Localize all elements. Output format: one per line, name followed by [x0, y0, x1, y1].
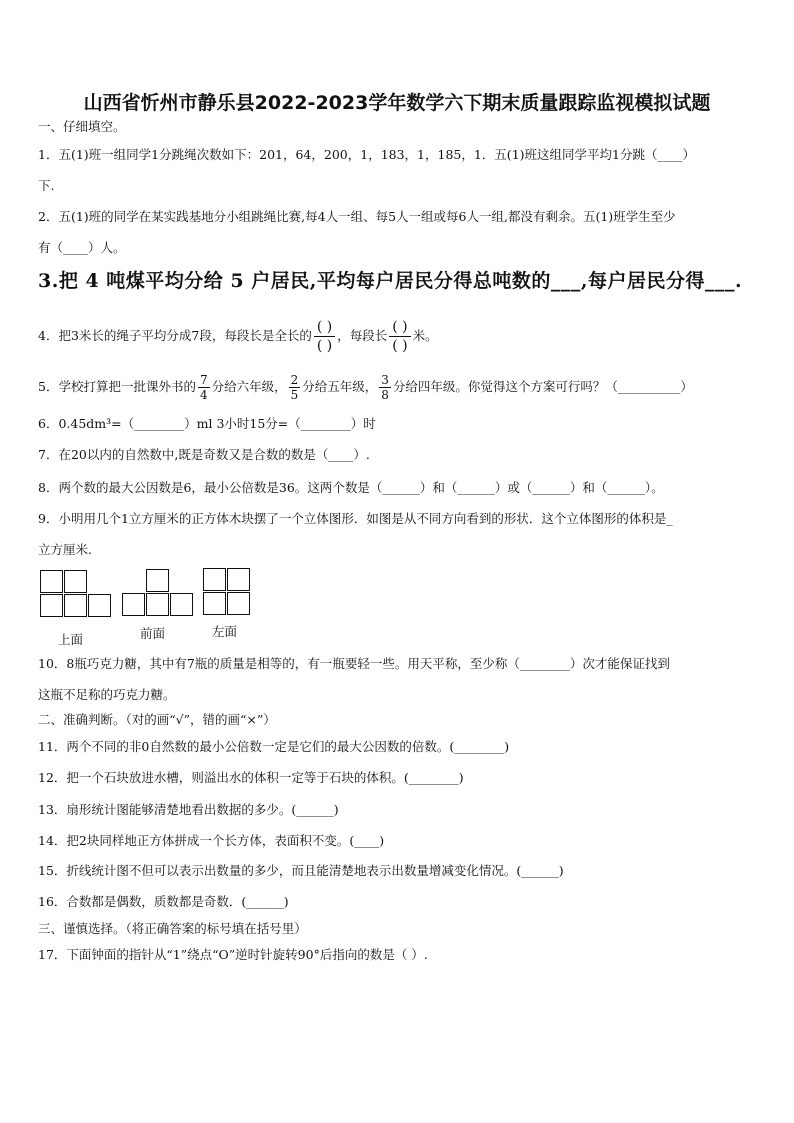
cube-cell	[203, 592, 226, 615]
fraction-numerator: ( )	[314, 318, 335, 337]
question-8: 8．两个数的最大公因数是6，最小公倍数是36。这两个数是（______）和（______）或（______）和（______）。	[38, 480, 664, 495]
fraction-denominator: 5	[290, 388, 299, 402]
question-5-text-c: 分给五年级，	[302, 379, 378, 394]
cube-cell	[170, 593, 193, 616]
fraction-numerator: 2	[290, 373, 299, 387]
cube-cell	[64, 570, 87, 593]
cube-cell	[122, 593, 145, 616]
cube-cell	[203, 568, 226, 591]
cube-cell	[227, 592, 250, 615]
question-7: 7．在20以内的自然数中,既是奇数又是合数的数是（____）.	[38, 447, 370, 462]
question-4-text-a: 4．把3米长的绳子平均分成7段，每段长是全长的	[38, 328, 312, 343]
fraction-denominator: 4	[199, 388, 208, 402]
cube-cell	[64, 594, 87, 617]
question-6: 6．0.45dm³=（________）ml 3小时15分=（________）时	[38, 416, 376, 431]
question-2-line2: 有（____）人。	[38, 240, 126, 255]
question-14: 14．把2块同样地正方体拼成一个长方体，表面积不变。(____)	[38, 833, 385, 848]
question-5-fraction-2	[289, 373, 301, 402]
question-5-fraction-3	[379, 373, 391, 402]
fraction-numerator: 3	[381, 373, 389, 387]
question-9-line1: 9．小明用几个1立方厘米的正方体木块摆了一个立体图形．如图是从不同方向看到的形状．这个立体图形的体积是_	[38, 511, 673, 526]
top-view-figure	[40, 570, 114, 620]
question-11: 11．两个不同的非0自然数的最小公倍数一定是它们的最大公因数的倍数。(________)	[38, 739, 510, 754]
front-view-label: 前面	[140, 626, 166, 641]
question-5-fraction-1	[198, 373, 210, 402]
question-9-line2: 立方厘米.	[38, 542, 92, 557]
question-4-fraction-1	[314, 318, 335, 355]
fraction-denominator: ( )	[392, 338, 408, 354]
cube-cell	[88, 594, 111, 617]
question-5	[38, 369, 760, 405]
section-heading-fill: 一、仔细填空。	[38, 119, 126, 134]
fraction-numerator: 7	[199, 373, 208, 387]
question-12: 12．把一个石块放进水槽，则溢出水的体积一定等于石块的体积。(________)	[38, 770, 464, 785]
question-15: 15．折线统计图不但可以表示出数量的多少，而且能清楚地表示出数量增减变化情况。(______)	[38, 863, 564, 878]
top-view-label: 上面	[58, 632, 84, 647]
cube-cell	[40, 570, 63, 593]
question-1-line1: 1．五(1)班一组同学1分跳绳次数如下：201，64，200，1，183，1，185，1．五(1)班这组同学平均1分跳（____）	[38, 147, 695, 162]
cube-cell	[146, 569, 169, 592]
question-4	[38, 318, 760, 355]
question-4-fraction-2	[389, 318, 410, 355]
question-5-text-b: 分给六年级，	[211, 379, 287, 394]
cube-cell	[227, 568, 250, 591]
question-3: 3.把 4 吨煤平均分给 5 户居民,平均每户居民分得总吨数的___,每户居民分得___.	[38, 270, 743, 292]
question-16: 16．合数都是偶数，质数都是奇数．(______)	[38, 894, 289, 909]
left-view-figure	[203, 568, 253, 618]
left-view-label: 左面	[212, 624, 238, 639]
question-2-line1: 2．五(1)班的同学在某实践基地分小组跳绳比赛,每4人一组、每5人一组或每6人一组,都没有剩余。五(1)班学生至少	[38, 209, 676, 224]
question-4-text-b: ，每段长	[337, 328, 388, 343]
page-title: 山西省忻州市静乐县2022-2023学年数学六下期末质量跟踪监视模拟试题	[83, 92, 711, 114]
front-view-figure	[122, 569, 196, 619]
section-heading-judge: 二、准确判断。（对的画“√”，错的画“×”）	[38, 712, 276, 727]
question-10-line2: 这瓶不足称的巧克力糖。	[38, 687, 176, 702]
fraction-denominator: ( )	[316, 338, 333, 354]
cube-cell	[146, 593, 169, 616]
fraction-numerator: ( )	[389, 318, 410, 337]
question-1-line2: 下.	[38, 178, 55, 193]
fraction-denominator: 8	[381, 388, 389, 402]
question-10-line1: 10．8瓶巧克力糖，其中有7瓶的质量是相等的，有一瓶要轻一些。用天平称，至少称（________）次才能保证找到	[38, 656, 670, 671]
question-4-text-c: 米。	[412, 328, 438, 343]
question-5-text-d: 分给四年级。你觉得这个方案可行吗？（__________）	[392, 379, 693, 394]
question-5-text-a: 5．学校打算把一批课外书的	[38, 379, 196, 394]
cube-cell	[40, 594, 63, 617]
question-17: 17．下面钟面的指针从“1”绕点“O”逆时针旋转90°后指向的数是（ ）.	[38, 947, 428, 962]
question-13: 13．扇形统计图能够清楚地看出数据的多少。(______)	[38, 802, 339, 817]
section-heading-choice: 三、谨慎选择。（将正确答案的标号填在括号里）	[38, 921, 307, 936]
